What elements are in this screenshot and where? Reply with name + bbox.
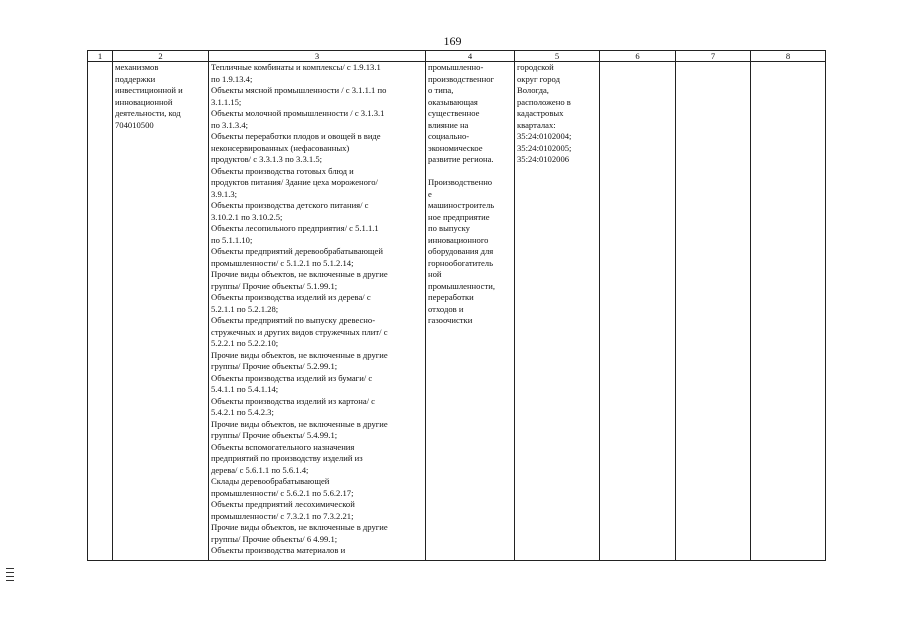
column-header-3: 3: [209, 51, 426, 62]
cell-col6: [600, 62, 676, 561]
cell-location: городской округ город Вологда, расположено в кадастровых кварталах: 35:24:0102004; 35:24:0102005; 35:24:0102006: [515, 62, 600, 561]
column-header-1: 1: [88, 51, 113, 62]
cell-description: промышленно- производственног о типа, оказывающая существенное влияние на социально- экономическое развитие региона. Производственно е машиностроитель ное предприятие по выпуску инновационного оборудования для горнообогатитель ной промышленности, переработки отходов и газоочистки: [426, 62, 515, 561]
column-header-4: 4: [426, 51, 515, 62]
margin-mark: [6, 568, 14, 584]
cell-program-name: механизмов поддержки инвестиционной и инновационной деятельности, код 704010500: [113, 62, 209, 561]
cell-col1: [88, 62, 113, 561]
header-row: [88, 51, 826, 62]
cell-object-list: Тепличные комбинаты и комплексы/ с 1.9.13.1 по 1.9.13.4; Объекты мясной промышленности / с 3.1.1.1 по 3.1.1.15; Объекты молочной промышленности / с 3.1.3.1 по 3.1.3.4; Объекты переработки плодов и овощей в виде неконсервированных (нефасованных) продуктов/ с 3.3.1.3 по 3.3.1.5; Объекты производства готовых блюд и продуктов питания/ Здание цеха мороженого/ 3.9.1.3; Объекты производства детского питания/ с 3.10.2.1 по 3.10.2.5; Объекты лесопильного предприятия/ с 5.1.1.1 по 5.1.1.10; Объекты предприятий деревообрабатывающей промышленности/ с 5.1.2.1 по 5.1.2.14; Прочие виды объектов, не включенные в другие группы/ Прочие объекты/ 5.1.99.1; Объекты производства изделий из дерева/ с 5.2.1.1 по 5.2.1.28; Объекты предприятий по выпуску древесно- стружечных и других видов стружечных плит/ с 5.2.2.1 по 5.2.2.10; Прочие виды объектов, не включенные в другие группы/ Прочие объекты/ 5.2.99.1; Объекты производства изделий из бумаги/ с 5.4.1.1 по 5.4.1.14; Объекты производства изделий из картона/ с 5.4.2.1 по 5.4.2.3; Прочие виды объектов, не включенные в другие группы/ Прочие объекты/ 5.4.99.1; Объекты вспомогательного назначения предприятий по производству изделий из дерева/ с 5.6.1.1 по 5.6.1.4; Склады деревообрабатывающей промышленности/ с 5.6.2.1 по 5.6.2.17; Объекты предприятий лесохимической промышленности/ с 7.3.2.1 по 7.3.2.21; Прочие виды объектов, не включенные в другие группы/ Прочие объекты/ 6 4.99.1; Объекты производства материалов и: [209, 62, 426, 561]
cell-col8: [751, 62, 826, 561]
cell-col7: [676, 62, 751, 561]
table-row: [88, 62, 826, 561]
document-table: [87, 50, 826, 561]
page-number: 169: [443, 34, 462, 48]
column-header-6: 6: [600, 51, 676, 62]
column-header-7: 7: [676, 51, 751, 62]
column-header-5: 5: [515, 51, 600, 62]
column-header-2: 2: [113, 51, 209, 62]
column-header-8: 8: [751, 51, 826, 62]
